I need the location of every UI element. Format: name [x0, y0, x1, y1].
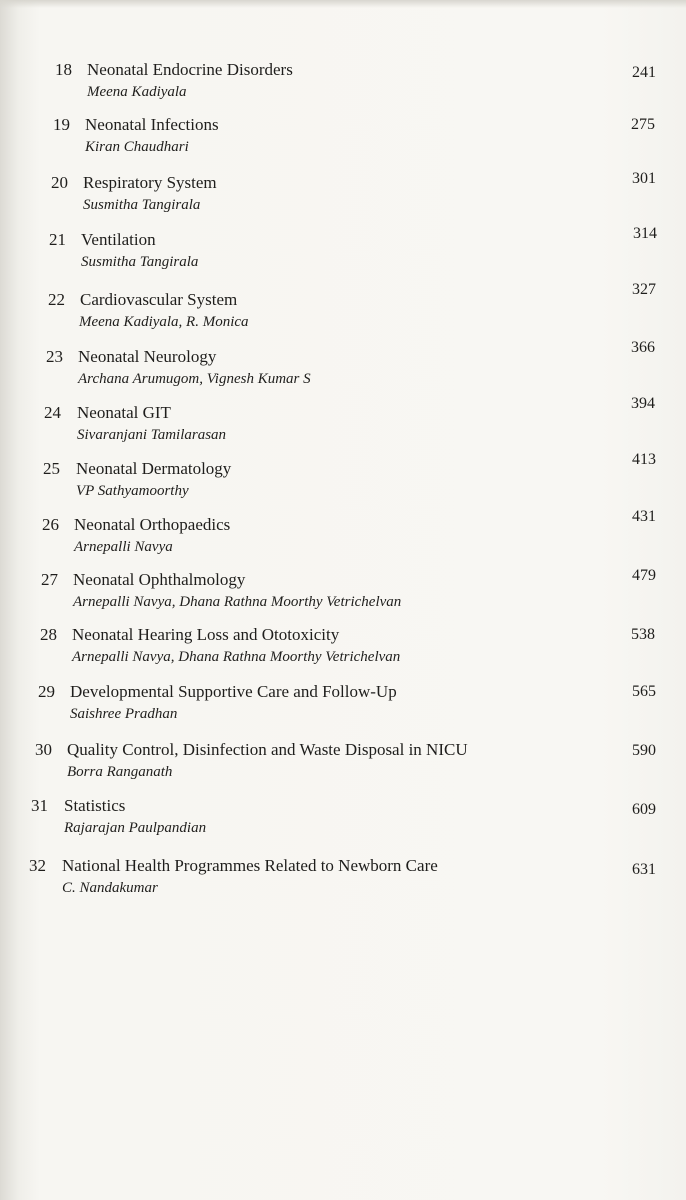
- chapter-number: 23: [46, 347, 63, 366]
- chapter-title: Neonatal Hearing Loss and Ototoxicity: [72, 625, 340, 644]
- chapter-title: Neonatal Infections: [85, 115, 219, 134]
- chapter-number: 28: [40, 625, 57, 644]
- chapter-title: Neonatal Orthopaedics: [74, 515, 231, 534]
- chapter-page-number: 609: [632, 801, 656, 818]
- chapter-number: 18: [55, 60, 72, 79]
- chapter-page-number: 413: [632, 451, 656, 468]
- chapter-page-number: 241: [632, 64, 656, 81]
- chapter-authors: Kiran Chaudhari: [85, 139, 189, 155]
- chapter-authors: Susmitha Tangirala: [83, 197, 201, 213]
- toc-entry-24: [0, 395, 686, 451]
- chapter-number: 24: [44, 403, 61, 422]
- chapter-authors: Arnepalli Navya, Dhana Rathna Moorthy Vetrichelvan: [72, 649, 401, 665]
- chapter-page-number: 479: [632, 567, 656, 584]
- chapter-number: 32: [29, 856, 46, 875]
- chapter-title: Statistics: [64, 796, 126, 815]
- chapter-page-number: 590: [632, 742, 656, 759]
- chapter-number: 30: [35, 740, 52, 759]
- chapter-title: Neonatal GIT: [77, 403, 171, 422]
- toc-entry-30: [0, 740, 686, 788]
- toc-entry-23: [0, 339, 686, 395]
- chapter-authors: C. Nandakumar: [62, 880, 158, 896]
- toc-entry-25: [0, 451, 686, 507]
- chapter-authors: Meena Kadiyala: [87, 84, 187, 100]
- chapter-title: Neonatal Endocrine Disorders: [87, 60, 293, 79]
- chapter-authors: Susmitha Tangirala: [81, 254, 199, 270]
- chapter-authors: Meena Kadiyala, R. Monica: [79, 314, 249, 330]
- toc-entry-21: [0, 225, 686, 278]
- chapter-authors: Borra Ranganath: [67, 764, 173, 780]
- chapter-authors: Sivaranjani Tamilarasan: [77, 427, 227, 443]
- toc-entry-28: [0, 625, 686, 673]
- chapter-number: 27: [41, 570, 58, 589]
- toc-entry-26: [0, 508, 686, 563]
- chapter-title: Respiratory System: [83, 173, 217, 192]
- toc-entry-32: [0, 856, 686, 904]
- chapter-page-number: 538: [631, 626, 655, 643]
- chapter-page-number: 394: [631, 395, 655, 412]
- chapter-number: 20: [51, 173, 68, 192]
- toc-entry-22: [0, 281, 686, 338]
- chapter-number: 31: [31, 796, 48, 815]
- chapter-authors: VP Sathyamoorthy: [76, 483, 189, 499]
- chapter-page-number: 565: [632, 683, 656, 700]
- chapter-title: Developmental Supportive Care and Follow-Up: [70, 682, 397, 701]
- toc-entry-27: [0, 567, 686, 618]
- chapter-page-number: 431: [632, 508, 656, 525]
- chapter-page-number: 301: [632, 170, 656, 187]
- chapter-authors: Arnepalli Navya, Dhana Rathna Moorthy Vetrichelvan: [73, 594, 402, 610]
- chapter-page-number: 327: [632, 281, 656, 298]
- chapter-title: Neonatal Neurology: [78, 347, 217, 366]
- chapter-authors: Saishree Pradhan: [70, 706, 178, 722]
- chapter-title: Neonatal Dermatology: [76, 459, 232, 478]
- chapter-page-number: 314: [633, 225, 657, 242]
- toc-entry-31: [0, 796, 686, 844]
- page-top-shadow: [0, 0, 686, 8]
- toc-entry-18: [0, 60, 686, 108]
- chapter-number: 26: [42, 515, 59, 534]
- chapter-page-number: 631: [632, 861, 656, 878]
- chapter-number: 19: [53, 115, 70, 134]
- toc-entry-19: [0, 115, 686, 163]
- chapter-authors: Archana Arumugom, Vignesh Kumar S: [78, 371, 311, 387]
- chapter-title: Quality Control, Disinfection and Waste Disposal in NICU: [67, 740, 468, 759]
- chapter-authors: Rajarajan Paulpandian: [64, 820, 207, 836]
- toc-entry-29: [0, 682, 686, 730]
- chapter-number: 29: [38, 682, 55, 701]
- chapter-number: 21: [49, 230, 66, 249]
- chapter-authors: Arnepalli Navya: [74, 539, 173, 555]
- chapter-title: National Health Programmes Related to Newborn Care: [62, 856, 438, 875]
- toc-entry-20: [0, 170, 686, 221]
- chapter-number: 22: [48, 290, 65, 309]
- chapter-page-number: 275: [631, 116, 655, 133]
- chapter-number: 25: [43, 459, 60, 478]
- chapter-title: Cardiovascular System: [80, 290, 238, 309]
- chapter-title: Neonatal Ophthalmology: [73, 570, 246, 589]
- chapter-page-number: 366: [631, 339, 655, 356]
- chapter-title: Ventilation: [81, 230, 156, 249]
